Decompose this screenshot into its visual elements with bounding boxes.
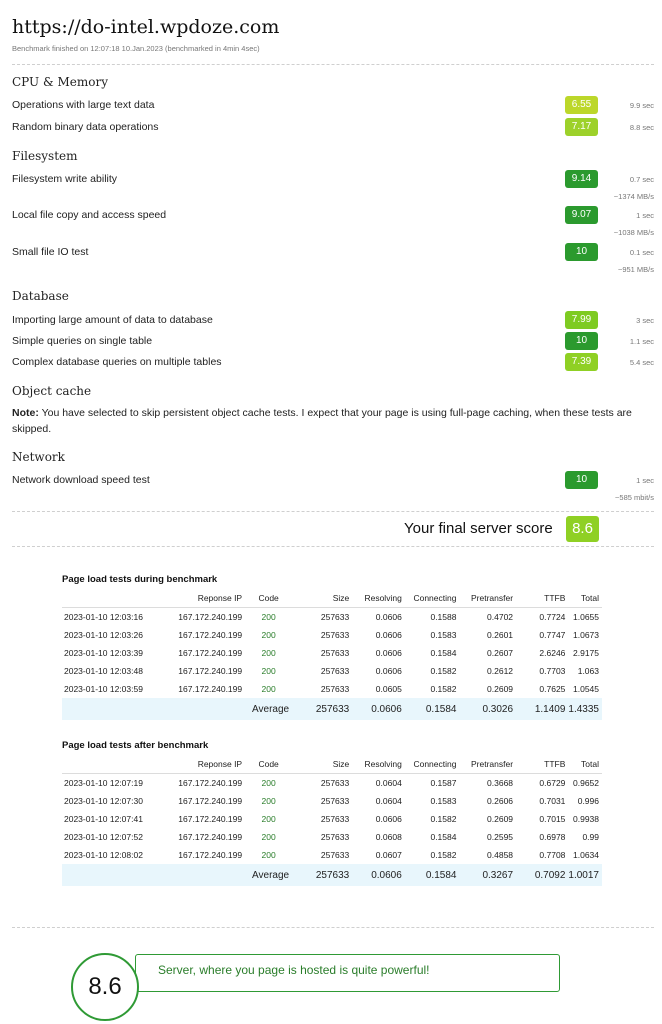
cell-resolving: 0.0606 — [375, 814, 402, 824]
avg-resolving: 0.0606 — [352, 698, 405, 720]
cell-size: 257633 — [320, 778, 350, 788]
average-row — [62, 864, 602, 886]
divider — [12, 927, 654, 928]
cell-connecting: 0.1584 — [430, 832, 457, 842]
score-badge: 6.55 — [565, 96, 598, 114]
col-header-total: Total — [568, 755, 602, 774]
cell-time: 2023-01-10 12:03:48 — [64, 666, 143, 676]
cell-ttfb: 0.6729 — [539, 778, 566, 788]
result-row — [0, 471, 662, 502]
avg-size: 257633 — [292, 864, 352, 886]
cell-code: 200 — [261, 684, 276, 694]
cell-total: 1.0673 — [573, 630, 599, 640]
result-label: Importing large amount of data to database — [12, 314, 213, 326]
result-label: Local file copy and access speed — [12, 209, 167, 221]
result-rate: ~951 MB/s — [617, 265, 654, 274]
result-row — [0, 353, 662, 371]
result-label: Network download speed test — [12, 474, 150, 486]
cell-code: 200 — [261, 796, 276, 806]
result-label: Random binary data operations — [12, 121, 159, 133]
cell-resolving: 0.0604 — [375, 778, 402, 788]
result-rate: ~585 mbit/s — [615, 493, 654, 502]
cell-ip: 167.172.240.199 — [178, 778, 243, 788]
cell-code: 200 — [261, 648, 276, 658]
cell-time: 2023-01-10 12:07:41 — [64, 814, 143, 824]
cell-time: 2023-01-10 12:03:26 — [64, 630, 143, 640]
cell-resolving: 0.0606 — [375, 630, 402, 640]
col-header-connecting: Connecting — [405, 589, 460, 608]
score-badge: 10 — [565, 471, 598, 489]
average-label: Average — [62, 864, 292, 886]
cell-ip: 167.172.240.199 — [178, 630, 243, 640]
avg-size: 257633 — [292, 698, 352, 720]
result-label: Small file IO test — [12, 246, 89, 258]
cell-ttfb: 0.7724 — [539, 612, 566, 622]
cell-connecting: 0.1582 — [430, 684, 457, 694]
table-row — [62, 774, 602, 793]
cell-ttfb: 0.6978 — [539, 832, 566, 842]
cell-ttfb: 0.7031 — [539, 796, 566, 806]
avg-pretransfer: 0.3267 — [459, 864, 516, 886]
cell-resolving: 0.0607 — [375, 850, 402, 860]
cell-ip: 167.172.240.199 — [178, 814, 243, 824]
cell-time: 2023-01-10 12:07:19 — [64, 778, 143, 788]
avg-resolving: 0.0606 — [352, 864, 405, 886]
final-score-label: Your final server score — [404, 520, 553, 537]
result-row — [0, 243, 662, 274]
cell-ttfb: 0.7747 — [539, 630, 566, 640]
cell-resolving: 0.0606 — [375, 666, 402, 676]
cell-code: 200 — [261, 612, 276, 622]
avg-ttfb: 0.7092 — [516, 864, 568, 886]
section-title-cpu: CPU & Memory — [12, 75, 108, 89]
cell-ttfb: 0.7708 — [539, 850, 566, 860]
cell-resolving: 0.0605 — [375, 684, 402, 694]
result-time: 0.7 sec — [629, 175, 654, 184]
average-row — [62, 698, 602, 720]
cell-ip: 167.172.240.199 — [178, 612, 243, 622]
table-row — [62, 846, 602, 864]
table-title: Page load tests after benchmark — [62, 740, 209, 751]
result-row — [0, 118, 662, 136]
col-header-pretransfer: Pretransfer — [459, 755, 516, 774]
cell-pretransfer: 0.4702 — [487, 612, 514, 622]
cell-time: 2023-01-10 12:03:16 — [64, 612, 143, 622]
cell-resolving: 0.0604 — [375, 796, 402, 806]
cell-ip: 167.172.240.199 — [178, 684, 243, 694]
cell-code: 200 — [261, 778, 276, 788]
cell-total: 1.0545 — [573, 684, 599, 694]
cell-size: 257633 — [320, 684, 350, 694]
cell-connecting: 0.1583 — [430, 796, 457, 806]
cell-pretransfer: 0.2607 — [487, 648, 514, 658]
cell-time: 2023-01-10 12:07:52 — [64, 832, 143, 842]
table-row — [62, 626, 602, 644]
divider — [12, 546, 654, 547]
page-load-after-table — [62, 740, 604, 886]
avg-pretransfer: 0.3026 — [459, 698, 516, 720]
cell-code: 200 — [261, 814, 276, 824]
result-time: 1.1 sec — [629, 337, 654, 346]
cell-connecting: 0.1582 — [430, 814, 457, 824]
result-row — [0, 332, 662, 350]
result-time: 1 sec — [636, 211, 654, 220]
section-title-network: Network — [12, 450, 65, 464]
result-time: 9.9 sec — [629, 101, 654, 110]
cell-size: 257633 — [320, 630, 350, 640]
col-header-ip: Reponse IP — [165, 755, 245, 774]
section-title-object-cache: Object cache — [12, 384, 92, 398]
cell-connecting: 0.1588 — [430, 612, 457, 622]
cell-resolving: 0.0606 — [375, 612, 402, 622]
cell-connecting: 0.1584 — [430, 648, 457, 658]
cell-ttfb: 0.7015 — [539, 814, 566, 824]
score-badge: 10 — [565, 243, 598, 261]
cell-total: 1.0634 — [573, 850, 599, 860]
col-header-code: Code — [245, 755, 292, 774]
cell-total: 0.9652 — [573, 778, 599, 788]
cell-ttfb: 0.7703 — [539, 666, 566, 676]
cell-pretransfer: 0.2595 — [487, 832, 514, 842]
col-header-connecting: Connecting — [405, 755, 460, 774]
cell-pretransfer: 0.2609 — [487, 684, 514, 694]
cell-pretransfer: 0.2609 — [487, 814, 514, 824]
cell-total: 2.9175 — [573, 648, 599, 658]
result-time: 8.8 sec — [629, 123, 654, 132]
cell-size: 257633 — [320, 796, 350, 806]
score-badge: 9.07 — [565, 206, 598, 224]
table-row — [62, 792, 602, 810]
result-time: 0.1 sec — [629, 248, 654, 257]
col-header-resolving: Resolving — [352, 589, 405, 608]
cell-connecting: 0.1587 — [430, 778, 457, 788]
average-label: Average — [62, 698, 292, 720]
cell-total: 0.9938 — [573, 814, 599, 824]
cell-ip: 167.172.240.199 — [178, 796, 243, 806]
cell-ttfb: 2.6246 — [539, 648, 566, 658]
result-label: Operations with large text data — [12, 99, 155, 111]
object-cache-note — [12, 405, 642, 437]
col-header-resolving: Resolving — [352, 755, 405, 774]
col-header-code: Code — [245, 589, 292, 608]
cell-ip: 167.172.240.199 — [178, 832, 243, 842]
table-row — [62, 828, 602, 846]
cell-time: 2023-01-10 12:03:59 — [64, 684, 143, 694]
cell-ip: 167.172.240.199 — [178, 850, 243, 860]
cell-size: 257633 — [320, 832, 350, 842]
cell-time: 2023-01-10 12:03:39 — [64, 648, 143, 658]
avg-ttfb: 1.1409 — [516, 698, 568, 720]
section-title-database: Database — [12, 289, 69, 303]
result-time: 5.4 sec — [629, 358, 654, 367]
cell-ip: 167.172.240.199 — [178, 666, 243, 676]
result-row — [0, 170, 662, 201]
avg-total: 1.4335 — [568, 698, 602, 720]
table-row — [62, 810, 602, 828]
col-header-ip: Reponse IP — [165, 589, 245, 608]
table-row — [62, 644, 602, 662]
cell-code: 200 — [261, 666, 276, 676]
col-header-time — [62, 755, 165, 774]
cell-time: 2023-01-10 12:08:02 — [64, 850, 143, 860]
result-row — [0, 311, 662, 329]
cell-connecting: 0.1582 — [430, 666, 457, 676]
cell-code: 200 — [261, 850, 276, 860]
result-time: 3 sec — [636, 316, 654, 325]
col-header-pretransfer: Pretransfer — [459, 589, 516, 608]
cell-size: 257633 — [320, 648, 350, 658]
avg-connecting: 0.1584 — [405, 864, 460, 886]
cell-pretransfer: 0.4858 — [487, 850, 514, 860]
result-row — [0, 206, 662, 237]
divider — [12, 511, 654, 512]
cell-ip: 167.172.240.199 — [178, 648, 243, 658]
cell-total: 0.996 — [577, 796, 599, 806]
cell-time: 2023-01-10 12:07:30 — [64, 796, 143, 806]
result-rate: ~1038 MB/s — [613, 228, 654, 237]
cell-total: 0.99 — [582, 832, 599, 842]
summary-score-circle: 8.6 — [71, 953, 139, 1021]
table-row — [62, 680, 602, 698]
cell-pretransfer: 0.2601 — [487, 630, 514, 640]
score-badge: 7.99 — [565, 311, 598, 329]
cell-size: 257633 — [320, 814, 350, 824]
col-header-size: Size — [292, 589, 352, 608]
score-badge: 9.14 — [565, 170, 598, 188]
table-title: Page load tests during benchmark — [62, 574, 218, 585]
col-header-size: Size — [292, 755, 352, 774]
benchmark-finished-text: Benchmark finished on 12:07:18 10.Jan.2023 (benchmarked in 4min 4sec) — [12, 44, 260, 53]
cell-pretransfer: 0.2612 — [487, 666, 514, 676]
summary-message: Server, where you page is hosted is quite powerful! — [158, 963, 430, 977]
page-load-during-table — [62, 574, 604, 720]
score-badge: 7.39 — [565, 353, 598, 371]
cell-code: 200 — [261, 832, 276, 842]
col-header-total: Total — [568, 589, 602, 608]
cell-size: 257633 — [320, 612, 350, 622]
cell-ttfb: 0.7625 — [539, 684, 566, 694]
result-row — [0, 96, 662, 114]
result-label: Filesystem write ability — [12, 173, 118, 185]
avg-total: 1.0017 — [568, 864, 602, 886]
result-rate: ~1374 MB/s — [613, 192, 654, 201]
cell-total: 1.063 — [577, 666, 599, 676]
cell-code: 200 — [261, 630, 276, 640]
col-header-ttfb: TTFB — [516, 589, 568, 608]
cell-size: 257633 — [320, 850, 350, 860]
cell-pretransfer: 0.3668 — [487, 778, 514, 788]
final-score-badge: 8.6 — [566, 516, 599, 542]
note-text: You have selected to skip persistent object cache tests. I expect that your page is using full-page caching, when these tests are skipped. — [12, 407, 632, 435]
note-label: Note: — [12, 407, 39, 419]
divider — [12, 64, 654, 65]
col-header-time — [62, 589, 165, 608]
result-label: Complex database queries on multiple tables — [12, 356, 222, 368]
cell-resolving: 0.0606 — [375, 648, 402, 658]
col-header-ttfb: TTFB — [516, 755, 568, 774]
cell-connecting: 0.1582 — [430, 850, 457, 860]
cell-resolving: 0.0608 — [375, 832, 402, 842]
cell-connecting: 0.1583 — [430, 630, 457, 640]
table-row — [62, 608, 602, 627]
section-title-filesystem: Filesystem — [12, 149, 78, 163]
cell-size: 257633 — [320, 666, 350, 676]
score-badge: 7.17 — [565, 118, 598, 136]
table-row — [62, 662, 602, 680]
cell-pretransfer: 0.2606 — [487, 796, 514, 806]
avg-connecting: 0.1584 — [405, 698, 460, 720]
result-label: Simple queries on single table — [12, 335, 153, 347]
score-badge: 10 — [565, 332, 598, 350]
site-url-title: https://do-intel.wpdoze.com — [12, 16, 280, 38]
result-time: 1 sec — [636, 476, 654, 485]
cell-total: 1.0655 — [573, 612, 599, 622]
